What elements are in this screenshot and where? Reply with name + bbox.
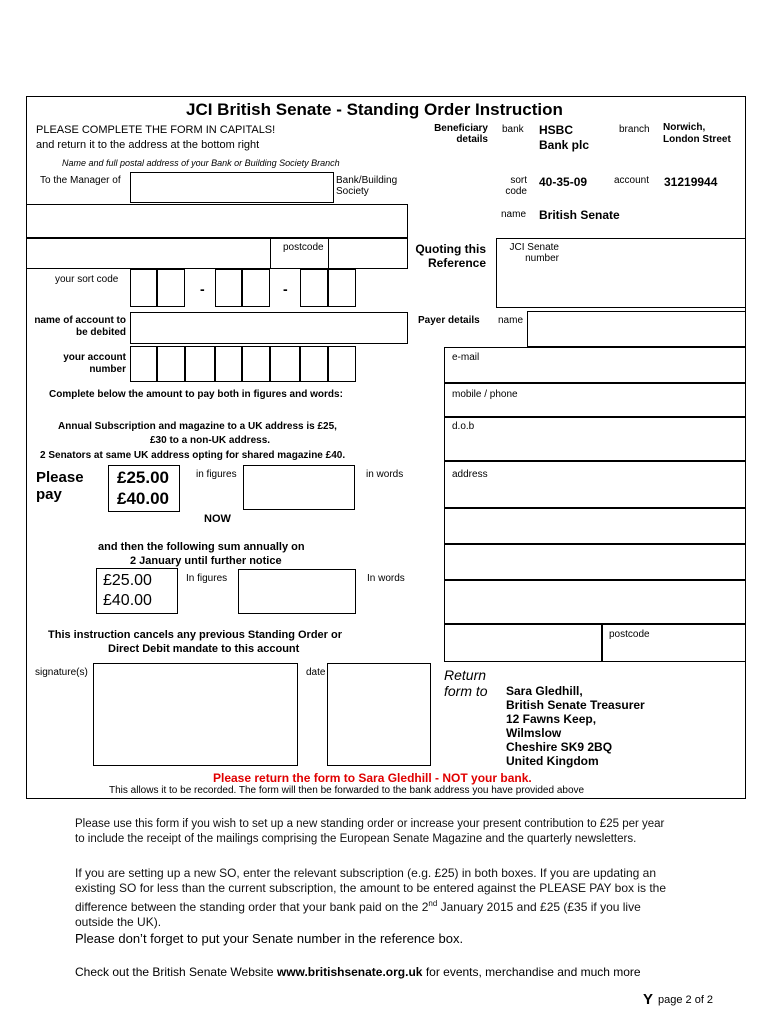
account-digit-7[interactable]: [300, 346, 328, 382]
payer-postcode-label: postcode: [609, 629, 650, 640]
forwarding-notice: This allows it to be recorded. The form will then be forwarded to the bank address you have provided above: [109, 785, 585, 796]
account-digit-1[interactable]: [130, 346, 157, 382]
note-paragraph-4-end: for events, merchandise and much more: [422, 965, 641, 979]
bank-building-society-label: Bank/Building Society: [336, 175, 398, 197]
return-address-line2: British Senate Treasurer: [506, 698, 645, 712]
in-figures-label: in figures: [196, 469, 237, 480]
sort-code-digit-5[interactable]: [300, 269, 328, 307]
signatures-label: signature(s): [35, 667, 88, 678]
payer-name-field[interactable]: [527, 311, 746, 347]
payer-details-label: Payer details: [418, 315, 480, 326]
in-words-label: in words: [366, 469, 404, 480]
sort-code-digit-2[interactable]: [157, 269, 185, 307]
sort-code-digit-4[interactable]: [242, 269, 270, 307]
email-label: e-mail: [452, 352, 480, 363]
website-link[interactable]: www.britishsenate.org.uk: [276, 965, 423, 979]
please-pay-amount-1: £25.00: [117, 468, 169, 487]
return-form-to-label: Return form to: [444, 667, 488, 699]
sort-code-dash-1: -: [200, 281, 205, 297]
beneficiary-details-label: Beneficiary details: [434, 123, 488, 145]
address-line4-field[interactable]: [444, 580, 746, 624]
return-address-line6: United Kingdom: [506, 754, 599, 768]
sort-code-digit-3[interactable]: [215, 269, 242, 307]
return-address-line1: Sara Gledhill,: [506, 684, 583, 698]
now-label: NOW: [204, 513, 231, 525]
cancels-line2: Direct Debit mandate to this account: [108, 643, 300, 655]
return-address-line5: Cheshire SK9 2BQ: [506, 740, 613, 754]
account-name-field[interactable]: [130, 312, 408, 344]
quoting-reference-label: Quoting this Reference: [415, 242, 486, 270]
branch-value-2: London Street: [663, 134, 731, 145]
date-field[interactable]: [327, 663, 431, 766]
annual-amount-1: £25.00: [103, 572, 152, 589]
following-sum-line2: 2 January until further notice: [130, 555, 282, 567]
note-paragraph-3: Please don’t forget to put your Senate number in the reference box.: [75, 931, 464, 946]
name-ben-value: British Senate: [539, 208, 620, 222]
jci-senate-number-label: JCI Senate number: [509, 242, 559, 264]
annual-subscription-line2: £30 to a non-UK address.: [150, 435, 271, 446]
name-ben-label: name: [501, 209, 527, 220]
email-field[interactable]: [444, 347, 746, 383]
please-pay-label: Please pay: [36, 469, 84, 503]
branch-value-1: Norwich,: [663, 122, 706, 133]
note-paragraph-4: [75, 965, 641, 979]
dob-label: d.o.b: [452, 421, 475, 432]
annual-amount-2: £40.00: [103, 592, 152, 609]
return-address-line4: Wilmslow: [506, 726, 562, 740]
address-line1-field[interactable]: [444, 461, 746, 508]
branch-label: branch: [619, 124, 650, 135]
payer-name-label: name: [498, 315, 524, 326]
account-digit-6[interactable]: [270, 346, 300, 382]
to-manager-label: To the Manager of: [40, 175, 121, 186]
bank-name-field[interactable]: [130, 172, 334, 203]
cancels-line1: This instruction cancels any previous Standing Order or: [48, 629, 343, 641]
bank-value-2: Bank plc: [539, 138, 590, 152]
note-paragraph-4-text: Check out the British Senate Website: [75, 965, 277, 979]
postcode-label: postcode: [283, 242, 324, 253]
annual-subscription-line1: Annual Subscription and magazine to a UK address is £25,: [58, 421, 337, 432]
please-pay-amount-2: £40.00: [117, 489, 169, 508]
account-name-label: name of account to be debited: [34, 315, 126, 338]
in-words-label-2: In words: [367, 573, 405, 584]
page-number: page 2 of 2: [658, 994, 714, 1006]
following-sum-line1: and then the following sum annually on: [98, 541, 305, 553]
sort-code-ben-label: sort code: [505, 175, 527, 197]
note-paragraph-1: Please use this form if you wish to set up a new standing order or increase your present contribution to £25 per year to include the receipt of the mailings comprising the European Senate Magazine and the quarterly newsletters.: [75, 818, 665, 845]
dob-field[interactable]: [444, 417, 746, 461]
please-pay-words-field[interactable]: [243, 465, 355, 510]
address-line3-field[interactable]: [444, 544, 746, 580]
bank-postcode-field[interactable]: [328, 238, 408, 269]
account-digit-5[interactable]: [242, 346, 270, 382]
note-paragraph-2-end: January 2015 and £25 (£35 if you live outside the UK).: [75, 900, 641, 929]
annual-words-field[interactable]: [238, 569, 356, 614]
sort-code-digit-1[interactable]: [130, 269, 157, 307]
footer-mark: Y: [643, 991, 654, 1008]
complete-below-text: Complete below the amount to pay both in figures and words:: [49, 389, 343, 400]
bank-value-1: HSBC: [539, 123, 574, 137]
instruction-return: and return it to the address at the bottom right: [36, 139, 260, 151]
annual-subscription-line3: 2 Senators at same UK address opting for shared magazine £40.: [40, 450, 346, 461]
note-paragraph-2: [75, 866, 675, 930]
sort-code-digit-6[interactable]: [328, 269, 356, 307]
return-notice: Please return the form to Sara Gledhill - NOT your bank.: [213, 771, 532, 785]
signature-field[interactable]: [93, 663, 298, 766]
instruction-capitals: PLEASE COMPLETE THE FORM IN CAPITALS!: [36, 124, 276, 136]
return-address-line3: 12 Fawns Keep,: [506, 712, 597, 726]
form-title: JCI British Senate - Standing Order Instruction: [186, 100, 563, 119]
sort-code-ben-value: 40-35-09: [539, 175, 588, 189]
account-digit-4[interactable]: [215, 346, 242, 382]
mobile-label: mobile / phone: [452, 389, 518, 400]
account-ben-value: 31219944: [664, 175, 718, 189]
bank-label: bank: [502, 124, 524, 135]
account-digit-8[interactable]: [328, 346, 356, 382]
account-number-label: your account number: [63, 352, 126, 375]
account-digit-3[interactable]: [185, 346, 215, 382]
in-figures-label-2: In figures: [186, 573, 228, 584]
account-digit-2[interactable]: [157, 346, 185, 382]
address-label: address: [452, 469, 488, 480]
sort-code-label: your sort code: [55, 274, 119, 285]
bank-address-note: Name and full postal address of your Bank or Building Society Branch: [62, 158, 340, 168]
bank-address-line1[interactable]: [26, 204, 408, 238]
date-label: date: [306, 667, 326, 678]
sort-code-dash-2: -: [283, 281, 288, 297]
address-line5-field[interactable]: [444, 624, 602, 662]
note-paragraph-2-text: If you are setting up a new SO, enter the relevant subscription (e.g. £25) in both boxes. If you are updating an existing SO for less than the current subscription, the amount to be entered against the PLEASE PAY box is the difference between the standing order that your bank paid on the 2: [75, 866, 667, 914]
account-ben-label: account: [614, 175, 650, 186]
note-paragraph-2-sup: nd: [428, 899, 438, 908]
address-line2-field[interactable]: [444, 508, 746, 544]
